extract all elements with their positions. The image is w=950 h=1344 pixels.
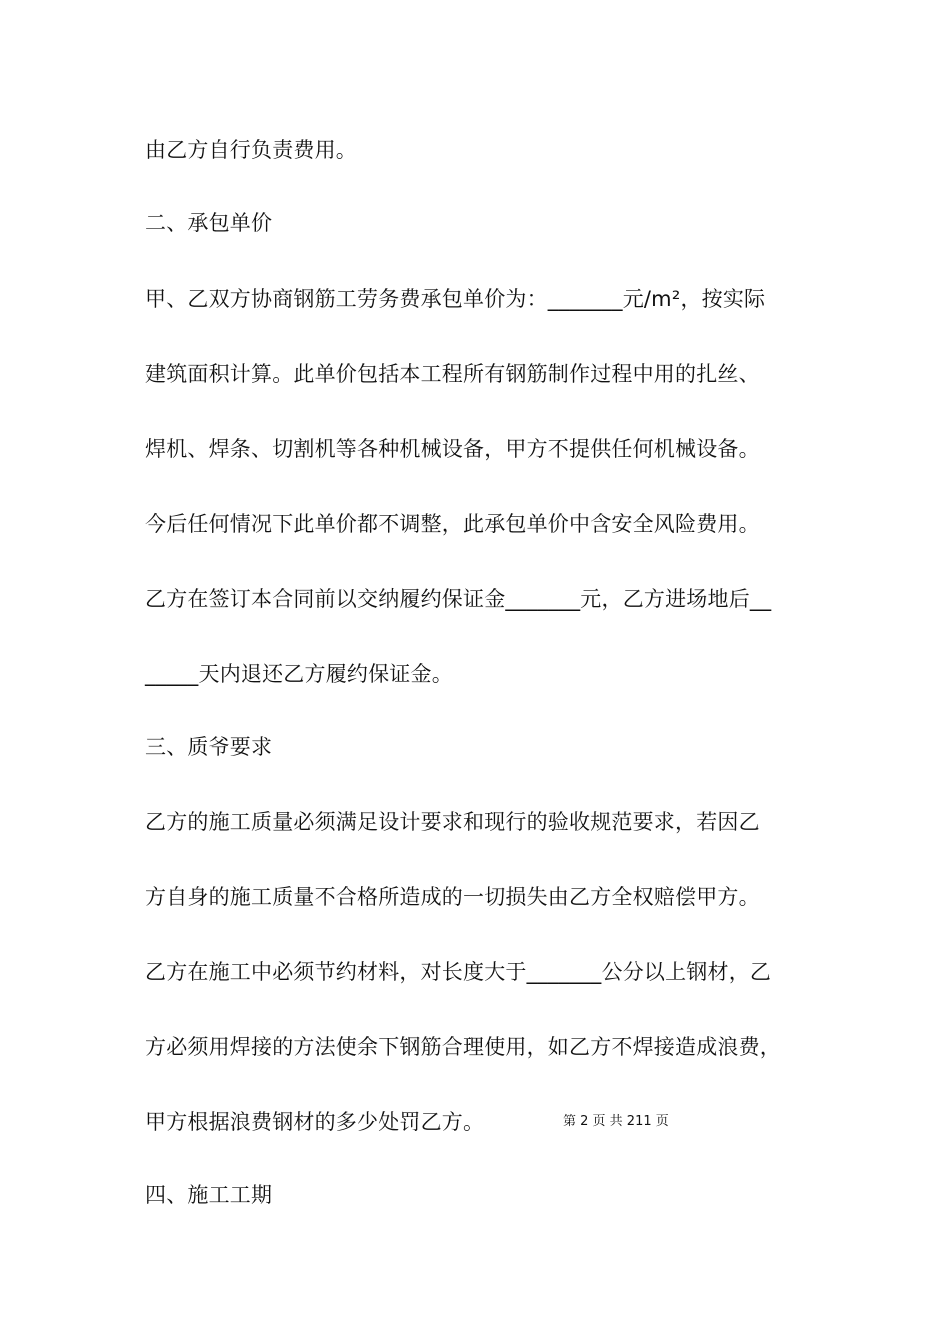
paragraph-line: 甲、乙双方协商钢筋工劳务费承包单价为：_______元/m²，按实际 <box>145 287 766 311</box>
paragraph-line: 方必须用焊接的方法使余下钢筋合理使用，如乙方不焊接造成浪费， <box>145 1035 781 1059</box>
section-heading: 三、质爷要求 <box>145 735 273 759</box>
paragraph-line: 甲方根据浪费钢材的多少处罚乙方。 <box>145 1110 485 1134</box>
paragraph-line: 建筑面积计算。此单价包括本工程所有钢筋制作过程中用的扎丝、 <box>145 362 760 386</box>
section-heading: 四、施工工期 <box>145 1183 273 1207</box>
page-number: 第 2 页 共 211 页 <box>563 1114 669 1129</box>
paragraph-line: 由乙方自行负责费用。 <box>145 138 357 162</box>
paragraph-line: 方自身的施工质量不合格所造成的一切损失由乙方全权赔偿甲方。 <box>145 885 760 909</box>
paragraph-line: _____天内退还乙方履约保证金。 <box>145 662 453 686</box>
paragraph-line: 乙方的施工质量必须满足设计要求和现行的验收规范要求，若因乙 <box>145 810 760 834</box>
section-heading: 二、承包单价 <box>145 211 273 235</box>
paragraph-line: 乙方在施工中必须节约材料，对长度大于_______公分以上钢材，乙 <box>145 960 772 984</box>
paragraph-line: 乙方在签订本合同前以交纳履约保证金_______元，乙方进场地后__ <box>145 587 772 611</box>
paragraph-line: 今后任何情况下此单价都不调整，此承包单价中含安全风险费用。 <box>145 512 760 536</box>
paragraph-line: 焊机、焊条、切割机等各种机械设备，甲方不提供任何机械设备。 <box>145 437 760 461</box>
